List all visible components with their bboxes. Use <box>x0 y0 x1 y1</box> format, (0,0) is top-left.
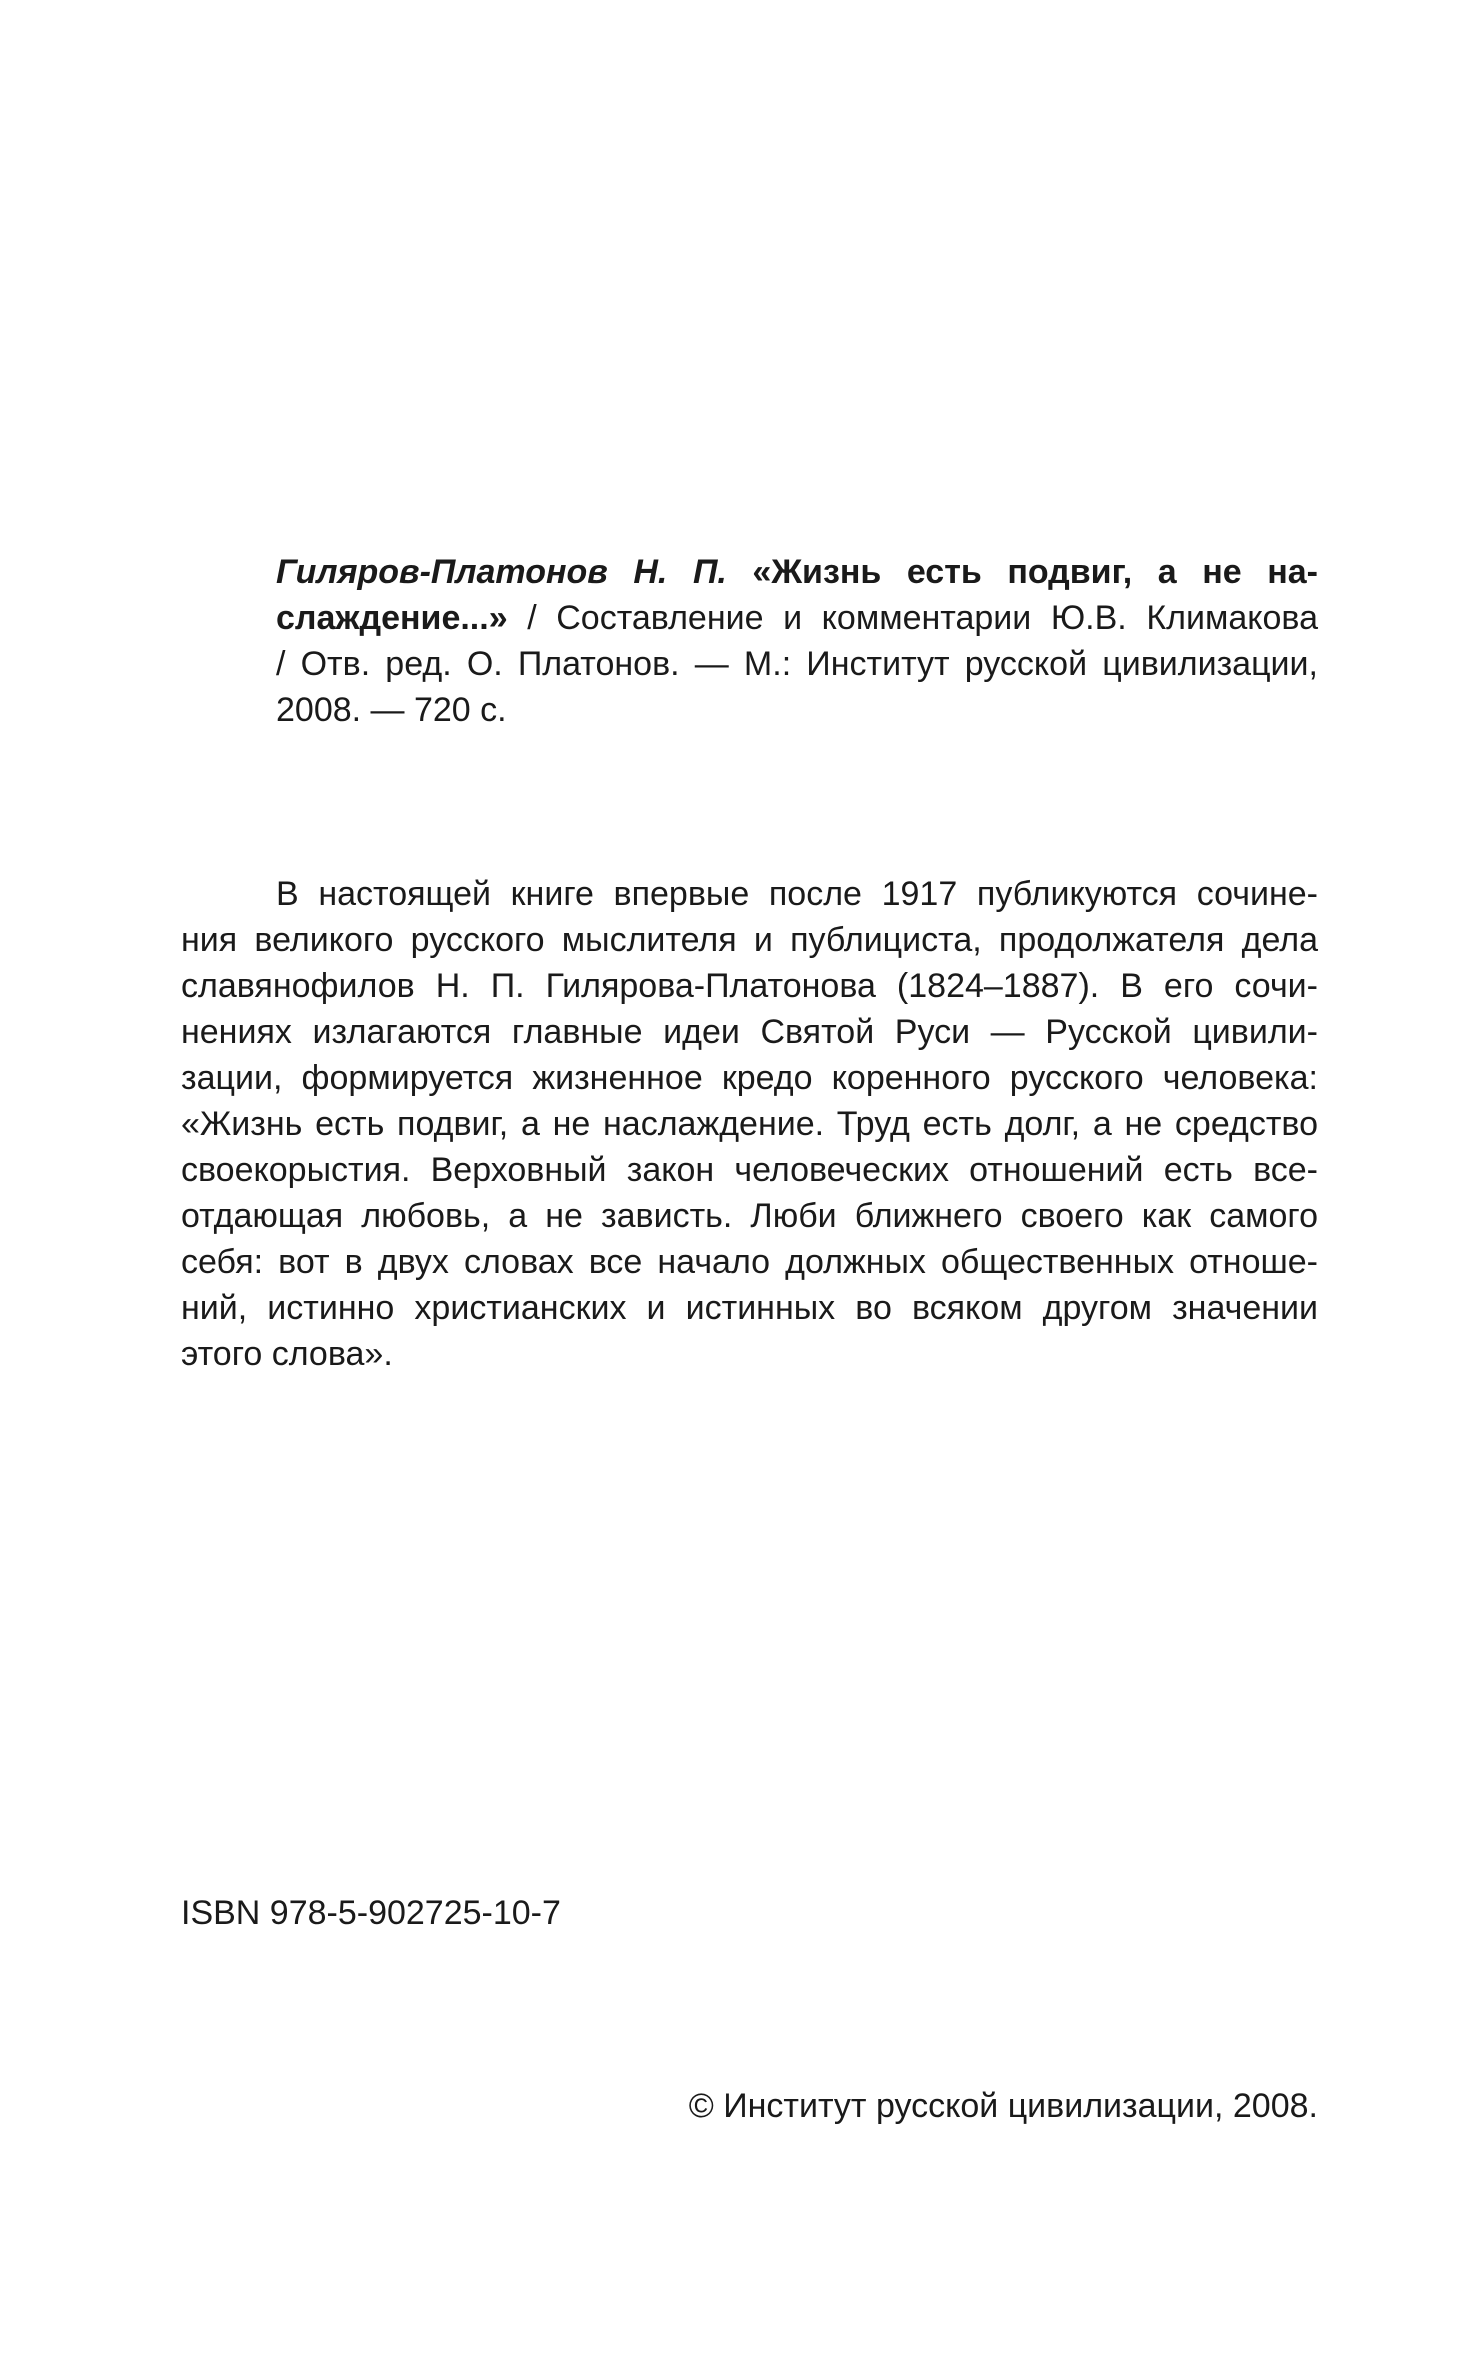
annotation-line: своекорыстия. Верховный закон человеческих отношений есть все- <box>181 1151 1318 1189</box>
isbn: ISBN 978-5-902725-10-7 <box>181 1894 561 1932</box>
annotation-line: зации, формируется жизненное кредо коренного русского человека: <box>181 1059 1318 1097</box>
bib-line-4: 2008. — 720 с. <box>276 691 507 729</box>
annotation-line: ний, истинно христианских и истинных во всяком другом значении <box>181 1289 1318 1327</box>
annotation-line: нениях излагаются главные идеи Святой Руси — Русской цивили- <box>181 1013 1318 1051</box>
annotation-line: В настоящей книге впервые после 1917 публикуются сочине- <box>276 875 1318 913</box>
bib-title-part2: слаждение...» <box>276 599 508 637</box>
bib-line-2 <box>276 595 1318 641</box>
bib-line-1 <box>276 549 1318 595</box>
bibliographic-record <box>276 549 1318 733</box>
bib-line-3: / Отв. ред. О. Платонов. — М.: Институт русской цивилизации, <box>276 645 1318 683</box>
annotation-line: себя: вот в двух словах все начало должных общественных отноше- <box>181 1243 1318 1281</box>
annotation-paragraph <box>181 871 1318 1377</box>
annotation-line: славянофилов Н. П. Гилярова-Платонова (1824–1887). В его сочи- <box>181 967 1318 1005</box>
annotation-line: этого слова». <box>181 1335 393 1373</box>
bib-title-part1: «Жизнь есть подвиг, а не на- <box>752 553 1318 591</box>
annotation-line: «Жизнь есть подвиг, а не наслаждение. Труд есть долг, а не средство <box>181 1105 1318 1143</box>
copyright-notice: © Институт русской цивилизации, 2008. <box>688 2087 1318 2125</box>
bib-author: Гиляров-Платонов Н. П. <box>276 553 727 591</box>
annotation-line: отдающая любовь, а не зависть. Люби ближнего своего как самого <box>181 1197 1318 1235</box>
bib-compiler: / Составление и комментарии Ю.В. Климакова <box>527 599 1318 637</box>
annotation-line: ния великого русского мыслителя и публициста, продолжателя дела <box>181 921 1318 959</box>
